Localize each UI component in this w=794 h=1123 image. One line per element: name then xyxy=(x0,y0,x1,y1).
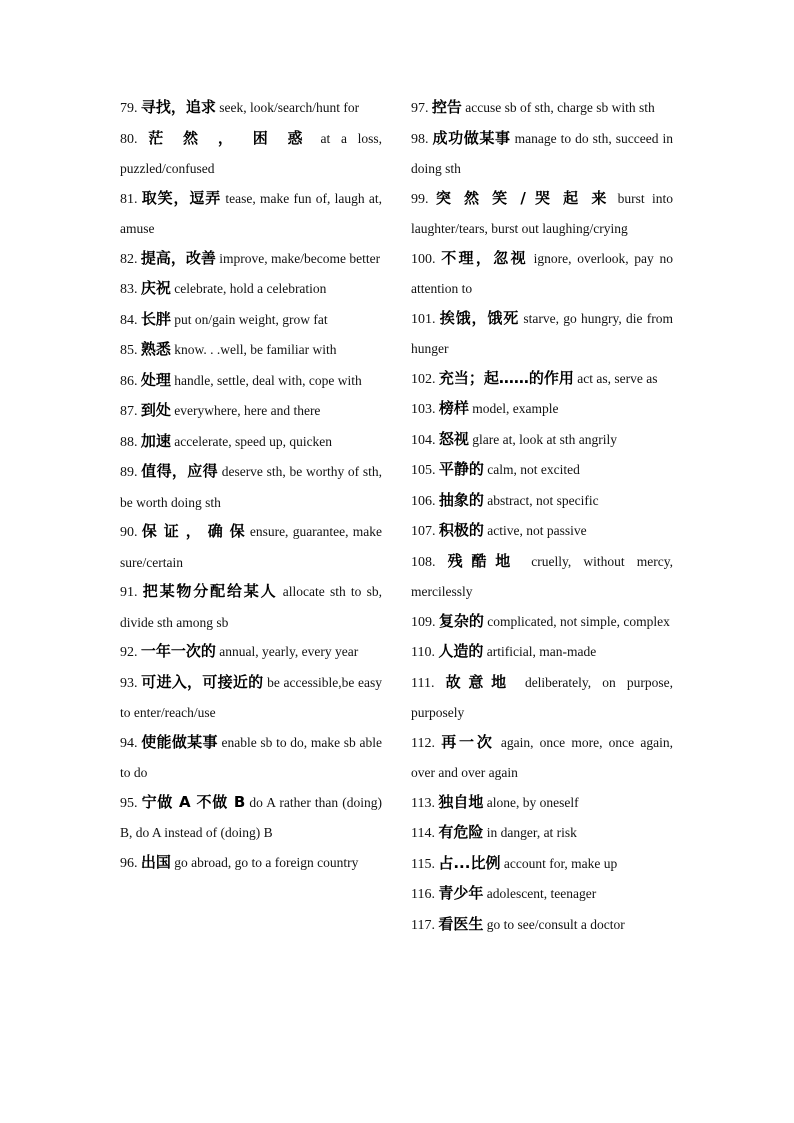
entry-number: 110. xyxy=(411,645,435,660)
vocab-entry-90 xyxy=(120,517,382,577)
entry-number: 79. xyxy=(120,101,138,116)
vocab-entry-108 xyxy=(411,547,673,607)
entry-english: starve, go hungry, die from hunger xyxy=(411,310,674,356)
entry-chinese: 故意地 xyxy=(445,672,514,691)
entry-english: alone, by oneself xyxy=(486,794,579,810)
entry-chinese: 再一次 xyxy=(441,732,495,751)
entry-chinese: 庆祝 xyxy=(140,279,171,297)
entry-english: again, once more, once again, over and over again xyxy=(411,734,673,780)
vocab-entry-84 xyxy=(120,305,382,336)
entry-chinese: 寻找，追求 xyxy=(140,98,216,116)
vocab-entry-91 xyxy=(120,577,382,637)
entry-number: 111. xyxy=(411,675,435,691)
entry-chinese: 积极的 xyxy=(438,521,484,539)
entry-number: 93. xyxy=(120,675,138,691)
entry-english: be accessible,be easy to enter/reach/use xyxy=(120,674,383,720)
entry-english: cruelly, without mercy, mercilessly xyxy=(411,553,674,599)
vocab-entry-81 xyxy=(120,184,382,244)
entry-chinese: 突 然 笑 / 哭 起 来 xyxy=(435,188,611,207)
entry-chinese: 熟悉 xyxy=(140,340,171,358)
entry-chinese: 平静的 xyxy=(438,460,484,478)
entry-english: complicated, not simple, complex xyxy=(487,613,670,629)
entry-english: in danger, at risk xyxy=(486,825,577,840)
vocab-entry-95 xyxy=(120,788,382,848)
entry-chinese: 人造的 xyxy=(438,642,484,660)
vocab-entry-107 xyxy=(411,516,673,547)
entry-english: deliberately, on purpose, purposely xyxy=(411,674,673,720)
entry-number: 85. xyxy=(120,343,138,358)
entry-chinese: 长胖 xyxy=(140,309,171,328)
entry-english: deserve sth, be worthy of sth, be worth doing sth xyxy=(120,464,383,510)
entry-number: 80. xyxy=(120,131,138,147)
entry-english: adolescent, teenager xyxy=(486,886,597,901)
vocab-entry-113 xyxy=(411,788,673,819)
entry-english: know. . .well, be familiar with xyxy=(174,342,337,357)
vocab-entry-87 xyxy=(120,396,382,427)
entry-english: abstract, not specific xyxy=(487,492,599,508)
entry-english: tease, make fun of, laugh at, amuse xyxy=(120,190,383,236)
entry-number: 106. xyxy=(411,493,436,509)
vocab-entry-82 xyxy=(120,244,382,275)
entry-number: 92. xyxy=(120,645,138,660)
vocab-entry-117 xyxy=(411,910,673,941)
vocab-entry-104 xyxy=(411,425,673,456)
entry-number: 89. xyxy=(120,465,138,480)
vocab-entry-105 xyxy=(411,455,673,486)
entry-chinese: 有危险 xyxy=(438,823,484,841)
entry-english: accelerate, speed up, quicken xyxy=(174,433,333,449)
vocab-entry-80 xyxy=(120,124,382,184)
entry-chinese: 保 证 ， 确 保 xyxy=(141,522,246,540)
entry-english: seek, look/search/hunt for xyxy=(219,100,360,115)
vocab-entry-96 xyxy=(120,848,382,879)
entry-chinese: 看医生 xyxy=(438,914,484,933)
entry-chinese: 宁做 A 不做 B xyxy=(141,792,246,811)
entry-english: improve, make/become better xyxy=(219,250,381,266)
entry-number: 82. xyxy=(120,251,138,267)
vocab-entry-86 xyxy=(120,366,382,397)
entry-number: 91. xyxy=(120,585,138,600)
entry-number: 98. xyxy=(411,131,429,147)
entry-english: annual, yearly, every year xyxy=(219,644,359,659)
vocab-entry-102 xyxy=(411,364,673,395)
entry-number: 103. xyxy=(411,402,436,417)
entry-english: glare at, look at sth angrily xyxy=(472,431,617,447)
entry-number: 86. xyxy=(120,373,138,389)
vocab-entry-88 xyxy=(120,427,382,458)
entry-number: 94. xyxy=(120,735,138,751)
entry-chinese: 抽象的 xyxy=(438,490,484,509)
entry-number: 107. xyxy=(411,524,436,539)
entry-number: 112. xyxy=(411,735,435,751)
vocab-entry-98 xyxy=(411,124,673,184)
entry-chinese: 不理，忽视 xyxy=(441,248,528,267)
entry-number: 105. xyxy=(411,463,436,478)
entry-chinese: 一年一次的 xyxy=(140,642,216,660)
entry-number: 99. xyxy=(411,191,429,207)
vocab-entry-99 xyxy=(411,184,673,244)
vocab-entry-93 xyxy=(120,668,382,728)
entry-english: account for, make up xyxy=(503,855,618,871)
entry-number: 81. xyxy=(120,191,138,207)
vocab-entry-111 xyxy=(411,668,673,728)
vocab-entry-100 xyxy=(411,244,673,304)
vocab-entry-97 xyxy=(411,93,673,124)
entry-english: everywhere, here and there xyxy=(174,403,321,418)
entry-number: 100. xyxy=(411,251,436,267)
entry-chinese: 复杂的 xyxy=(438,611,484,630)
vocab-entry-92 xyxy=(120,637,382,668)
entry-english: celebrate, hold a celebration xyxy=(174,281,327,296)
entry-chinese: 取笑，逗弄 xyxy=(141,188,222,207)
entry-english: model, example xyxy=(472,401,559,416)
entry-chinese: 使能做某事 xyxy=(141,732,218,751)
entry-english: accuse sb of sth, charge sb with sth xyxy=(465,100,655,115)
entry-number: 108. xyxy=(411,554,436,570)
vocab-entry-106 xyxy=(411,486,673,517)
entry-english: enable sb to do, make sb able to do xyxy=(120,734,382,780)
entry-number: 88. xyxy=(120,434,138,450)
vocab-entry-83 xyxy=(120,274,382,305)
entry-number: 90. xyxy=(120,525,138,540)
entry-english: active, not passive xyxy=(487,523,587,538)
entry-english: ignore, overlook, pay no attention to xyxy=(411,250,674,296)
entry-chinese: 出国 xyxy=(140,852,171,871)
entry-english: go abroad, go to a foreign country xyxy=(174,854,359,870)
entry-chinese: 怒视 xyxy=(438,429,469,448)
entry-number: 104. xyxy=(411,432,436,448)
entry-chinese: 控告 xyxy=(431,98,462,116)
vocab-entry-85 xyxy=(120,335,382,366)
entry-english: allocate sth to sb, divide sth among sb xyxy=(120,584,383,630)
entry-number: 109. xyxy=(411,614,436,630)
entry-number: 97. xyxy=(411,101,429,116)
entry-chinese: 到处 xyxy=(140,401,171,419)
entry-english: calm, not excited xyxy=(487,462,580,477)
entry-chinese: 独自地 xyxy=(438,792,484,811)
entry-english: go to see/consult a doctor xyxy=(486,916,625,932)
entry-english: handle, settle, deal with, cope with xyxy=(174,372,362,388)
entry-number: 117. xyxy=(411,917,435,933)
entry-number: 101. xyxy=(411,311,436,327)
entry-number: 87. xyxy=(120,404,138,419)
entry-chinese: 把某物分配给某人 xyxy=(142,582,278,600)
entry-chinese: 占...比例 xyxy=(438,853,501,872)
entry-chinese: 充当；起……的作用 xyxy=(438,368,574,387)
entry-english: put on/gain weight, grow fat xyxy=(174,311,328,327)
vocab-entry-79 xyxy=(120,93,382,124)
entry-number: 84. xyxy=(120,312,138,328)
entry-number: 116. xyxy=(411,887,435,902)
entry-english: do A rather than (doing) B, do A instead of (doing) B xyxy=(120,794,382,840)
entry-english: artificial, man-made xyxy=(486,644,597,659)
entry-chinese: 加速 xyxy=(140,431,171,450)
entry-number: 83. xyxy=(120,282,138,297)
vocab-entry-112 xyxy=(411,728,673,788)
entry-chinese: 成功做某事 xyxy=(432,128,511,147)
entry-chinese: 值得，应得 xyxy=(141,462,218,480)
entry-chinese: 提高，改善 xyxy=(140,248,216,267)
entry-english: at a loss, puzzled/confused xyxy=(120,130,383,176)
entry-number: 102. xyxy=(411,371,436,387)
entry-english: manage to do sth, succeed in doing sth xyxy=(411,130,674,176)
vocab-entry-94 xyxy=(120,728,382,788)
right-column xyxy=(411,93,673,940)
entry-chinese: 茫 然 ， 困 惑 xyxy=(148,128,310,147)
entry-english: ensure, guarantee, make sure/certain xyxy=(120,524,383,570)
entry-chinese: 榜样 xyxy=(438,399,469,417)
entry-chinese: 处理 xyxy=(140,370,171,389)
entry-chinese: 挨饿，饿死 xyxy=(439,308,520,327)
left-column xyxy=(120,93,382,878)
entry-number: 95. xyxy=(120,795,138,811)
vocab-entry-114 xyxy=(411,818,673,849)
vocab-entry-103 xyxy=(411,394,673,425)
vocab-entry-109 xyxy=(411,607,673,638)
entry-chinese: 残酷地 xyxy=(447,551,520,570)
vocab-entry-116 xyxy=(411,879,673,910)
vocab-entry-110 xyxy=(411,637,673,668)
entry-number: 114. xyxy=(411,826,435,841)
entry-number: 113. xyxy=(411,795,435,811)
vocab-entry-115 xyxy=(411,849,673,880)
entry-number: 115. xyxy=(411,856,435,872)
entry-chinese: 可进入，可接近的 xyxy=(141,672,264,691)
vocab-entry-101 xyxy=(411,304,673,364)
entry-chinese: 青少年 xyxy=(438,884,484,902)
entry-english: burst into laughter/tears, burst out laughing/crying xyxy=(411,190,674,236)
entry-english: act as, serve as xyxy=(577,370,658,386)
entry-number: 96. xyxy=(120,855,138,871)
vocab-entry-89 xyxy=(120,457,382,517)
